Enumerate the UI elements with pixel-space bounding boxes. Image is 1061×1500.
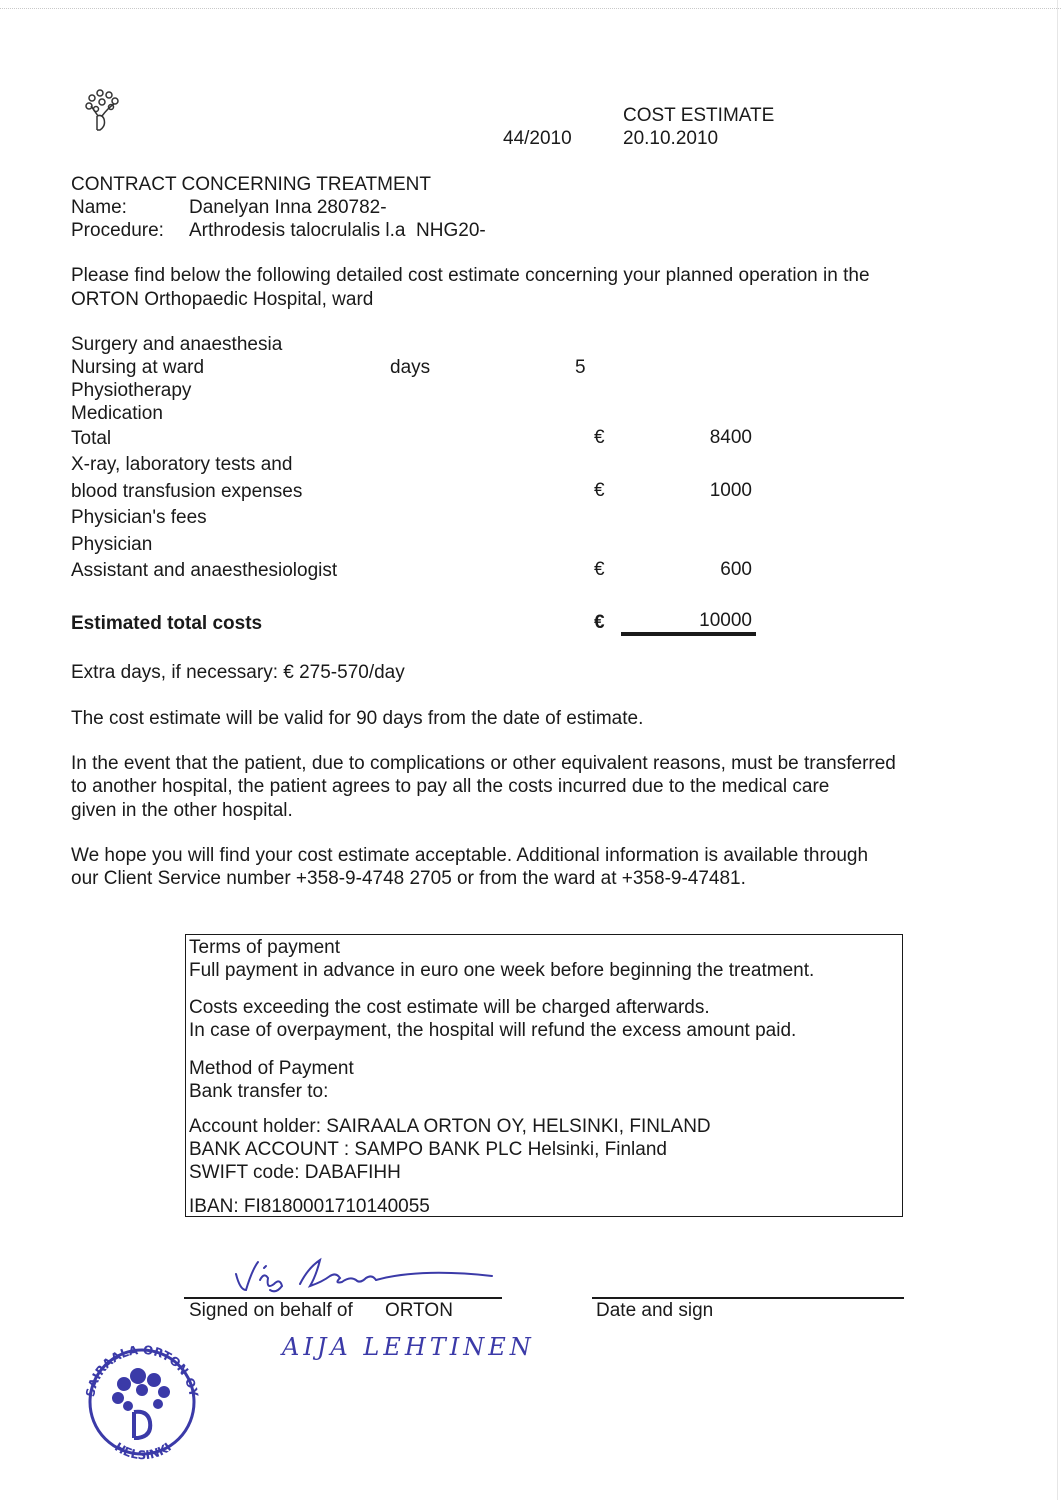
bank-account-text: BANK ACCOUNT : SAMPO BANK PLC Helsinki, Finland: [189, 1139, 667, 1160]
contact-text-1: We hope you will find your cost estimate acceptable. Additional information is available through: [71, 845, 869, 866]
name-label: Name:: [71, 197, 127, 218]
stamp-tree-icon: [112, 1368, 170, 1411]
scan-right-edge: [1057, 0, 1058, 1500]
cost-total-label: Total: [71, 428, 112, 449]
swift-code-text: SWIFT code: DABAFIHH: [189, 1162, 401, 1183]
cost-physiotherapy-label: Physiotherapy: [71, 380, 192, 401]
account-holder-text: Account holder: SAIRAALA ORTON OY, HELSINKI, FINLAND: [189, 1116, 711, 1137]
signed-org: ORTON: [385, 1300, 453, 1321]
cost-medication-label: Medication: [71, 403, 163, 424]
estimated-total-value: 10000: [699, 610, 752, 631]
method-of-payment-title: Method of Payment: [189, 1058, 354, 1079]
transfer-text-1: In the event that the patient, due to complications or other equivalent reasons, must be transferred: [71, 753, 896, 774]
document-number: 44/2010: [503, 128, 572, 149]
contact-text-2: our Client Service number +358-9-4748 2705 or from the ward at +358-9-47481.: [71, 868, 746, 889]
validity-text: The cost estimate will be valid for 90 days from the date of estimate.: [71, 708, 644, 729]
total-underline: [621, 632, 756, 636]
estimated-total-label: Estimated total costs: [71, 613, 263, 634]
procedure-value: Arthrodesis talocrulalis l.a NHG20-: [189, 220, 486, 241]
transfer-text-3: given in the other hospital.: [71, 800, 293, 821]
intro-line-2: ORTON Orthopaedic Hospital, ward: [71, 289, 374, 310]
cost-physician-fees-label: Physician's fees: [71, 507, 207, 528]
cost-nursing-days: 5: [575, 357, 586, 378]
document-date: 20.10.2010: [623, 128, 719, 149]
cost-assistant-value: 600: [720, 559, 752, 580]
scan-edge-line: [0, 8, 1061, 10]
cost-xray-currency: €: [594, 480, 605, 501]
cost-total-currency: €: [594, 427, 605, 448]
procedure-label: Procedure:: [71, 220, 164, 241]
terms-title: Terms of payment: [189, 937, 340, 958]
cost-xray-value: 1000: [709, 480, 752, 501]
terms-line-3: In case of overpayment, the hospital will refund the excess amount paid.: [189, 1020, 797, 1041]
cost-nursing-unit: days: [390, 357, 431, 378]
name-value: Danelyan Inna 280782-: [189, 197, 387, 218]
stamp-text-top: SAIRAALA ORTON OY: [83, 1342, 201, 1398]
cost-xray-label-2: blood transfusion expenses: [71, 481, 303, 502]
intro-line-1: Please find below the following detailed cost estimate concerning your planned operation in the: [71, 265, 870, 286]
stamp-text-bottom: HELSINKI: [112, 1439, 174, 1463]
cost-physician-label: Physician: [71, 534, 153, 555]
transfer-text-2: to another hospital, the patient agrees to pay all the costs incurred due to the medical care: [71, 776, 830, 797]
document-type: COST ESTIMATE: [623, 105, 775, 126]
terms-line-2: Costs exceeding the cost estimate will be charged afterwards.: [189, 997, 710, 1018]
cost-xray-label-1: X-ray, laboratory tests and: [71, 454, 293, 475]
orton-tree-logo: [82, 86, 124, 134]
handwritten-signature: [230, 1250, 500, 1298]
printed-signer-name: AIJA LEHTINEN: [282, 1333, 535, 1361]
hospital-stamp: [72, 1326, 212, 1470]
date-and-sign-label: Date and sign: [596, 1300, 714, 1321]
cost-total-value: 8400: [709, 427, 752, 448]
estimated-total-currency: €: [594, 612, 605, 633]
cost-assistant-label: Assistant and anaesthesiologist: [71, 560, 338, 581]
iban-text: IBAN: FI8180001710140055: [189, 1196, 430, 1217]
bank-transfer-text: Bank transfer to:: [189, 1081, 329, 1102]
extra-days-text: Extra days, if necessary: € 275-570/day: [71, 662, 405, 683]
signed-on-behalf-label: Signed on behalf of: [189, 1300, 353, 1321]
cost-nursing-label: Nursing at ward: [71, 357, 205, 378]
contract-title: CONTRACT CONCERNING TREATMENT: [71, 174, 431, 195]
cost-surgery-label: Surgery and anaesthesia: [71, 334, 283, 355]
terms-line-1: Full payment in advance in euro one week before beginning the treatment.: [189, 960, 815, 981]
cost-assistant-currency: €: [594, 559, 605, 580]
